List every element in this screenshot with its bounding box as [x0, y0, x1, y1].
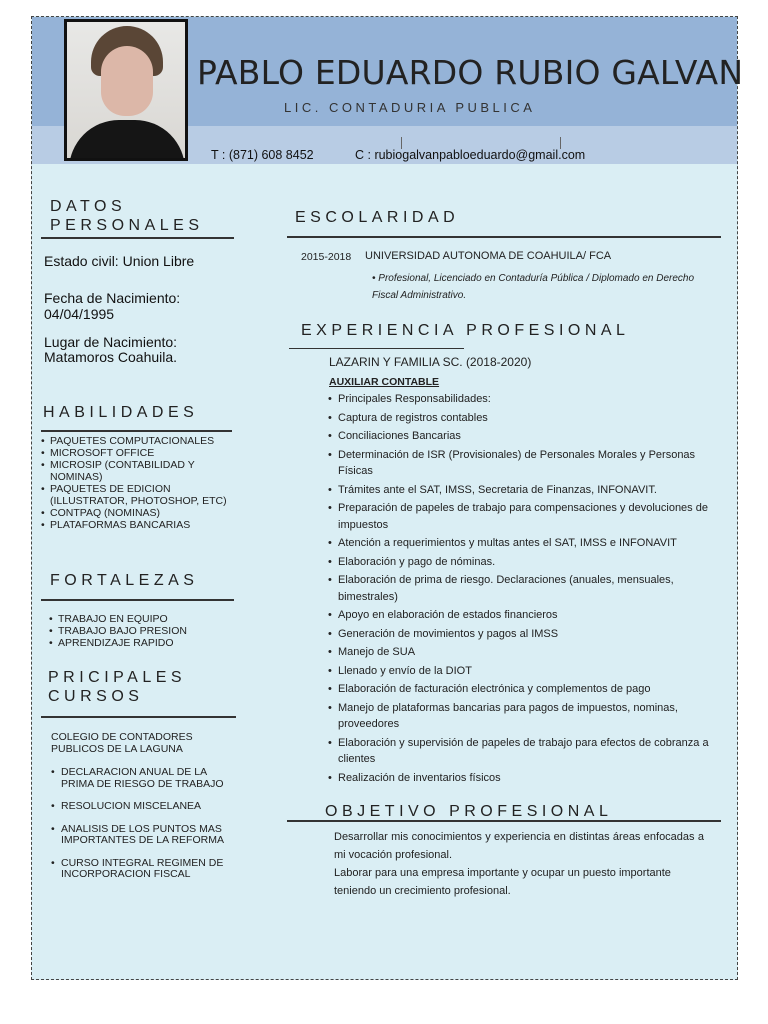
list-item: • Trámites ante el SAT, IMSS, Secretaria de Finanzas, INFONAVIT. [328, 482, 720, 499]
strengths-list [49, 613, 239, 649]
birth-label: Fecha de Nacimiento: [44, 290, 181, 306]
list-item: • RESOLUCION MISCELANEA [51, 801, 241, 813]
list-item: • Elaboración y pago de nóminas. [328, 554, 720, 571]
section-rule [41, 237, 234, 239]
phone-text: T : (871) 608 8452 [211, 148, 314, 162]
list-item: • Atención a requerimientos y multas antes el SAT, IMSS e INFONAVIT [328, 535, 720, 552]
list-item: • Conciliaciones Bancarias [328, 428, 720, 445]
list-item: • Captura de registros contables [328, 410, 720, 427]
list-item: • TRABAJO EN EQUIPO [49, 613, 239, 625]
objective-heading: OBJETIVO PROFESIONAL [325, 803, 613, 820]
list-item: • Elaboración de facturación electrónica y complementos de pago [328, 681, 720, 698]
school-name: UNIVERSIDAD AUTONOMA DE COAHUILA/ FCA [365, 250, 612, 262]
profession-title: LIC. CONTADURIA PUBLICA [284, 100, 536, 115]
strengths-heading: FORTALEZAS [50, 572, 199, 589]
list-item: • PAQUETES COMPUTACIONALES [41, 435, 236, 447]
email-text: C : rubiogalvanpabloeduardo@gmail.com [355, 148, 586, 162]
responsibilities-list [328, 391, 720, 788]
list-item: • CONTPAQ (NOMINAS) [41, 507, 236, 519]
skills-list [41, 435, 236, 531]
list-item: • ANALISIS DE LOS PUNTOS MAS IMPORTANTES DE LA REFORMA [51, 824, 241, 847]
list-item: • Preparación de papeles de trabajo para compensaciones y devoluciones de impuestos [328, 500, 720, 533]
list-item: • PLATAFORMAS BANCARIAS [41, 519, 236, 531]
list-item: • Elaboración de prima de riesgo. Declaraciones (anuales, mensuales, bimestrales) [328, 572, 720, 605]
personal-heading: DATOS PERSONALES [50, 198, 204, 234]
section-rule [41, 716, 236, 718]
list-item: • MICROSOFT OFFICE [41, 447, 236, 459]
civil-status: Estado civil: Union Libre [44, 253, 195, 269]
education-heading: ESCOLARIDAD [295, 209, 460, 226]
courses-heading: PRICIPALES CURSOS [48, 669, 187, 705]
list-item: • Determinación de ISR (Provisionales) de Personales Morales y Personas Físicas [328, 447, 720, 480]
birthplace: Matamoros Coahuila. [44, 349, 178, 365]
profile-photo [64, 19, 188, 161]
list-item: • Generación de movimientos y pagos al IMSS [328, 626, 720, 643]
list-item: • PAQUETES DE EDICION (ILLUSTRATOR, PHOTOSHOP, ETC) [41, 483, 236, 507]
list-item: • Apoyo en elaboración de estados financieros [328, 607, 720, 624]
resume-page [31, 16, 744, 980]
education-detail: • Profesional, Licenciado en Contaduría Pública / Diplomado en Derecho Fiscal Administrativo. [372, 273, 695, 301]
section-rule [287, 820, 721, 822]
birth-date: 04/04/1995 [44, 306, 115, 322]
list-item: • Manejo de plataformas bancarias para pagos de impuestos, nominas, proveedores [328, 700, 720, 733]
education-years: 2015-2018 [301, 251, 352, 263]
list-item: • APRENDIZAJE RAPIDO [49, 637, 239, 649]
objective-text-1: Desarrollar mis conocimientos y experiencia en distintas áreas enfocadas a mi vocación profesional. [334, 831, 704, 861]
section-rule [289, 348, 464, 349]
list-item: • MICROSIP (CONTABILIDAD Y NOMINAS) [41, 459, 236, 483]
list-item: • Manejo de SUA [328, 644, 720, 661]
objective-text-2: Laborar para una empresa importante y ocupar un puesto importante teniendo un crecimiento profesional. [334, 867, 671, 897]
courses-intro: COLEGIO DE CONTADORES PUBLICOS DE LA LAGUNA [51, 731, 193, 755]
experience-heading: EXPERIENCIA PROFESIONAL [301, 322, 630, 339]
section-rule [41, 599, 234, 601]
company-name: LAZARIN Y FAMILIA SC. (2018-2020) [329, 355, 532, 369]
birthplace-label: Lugar de Nacimiento: [44, 334, 178, 350]
full-name: PABLO EDUARDO RUBIO GALVAN [197, 53, 744, 92]
job-role: AUXILIAR CONTABLE [329, 376, 440, 388]
skills-heading: HABILIDADES [43, 404, 199, 421]
list-item: • Llenado y envío de la DIOT [328, 663, 720, 680]
list-item: • Elaboración y supervisión de papeles de trabajo para efectos de cobranza a clientes [328, 735, 720, 768]
list-item: • Principales Responsabilidades: [328, 391, 720, 408]
list-item: • CURSO INTEGRAL REGIMEN DE INCORPORACION FISCAL [51, 858, 241, 881]
courses-list [51, 767, 241, 892]
list-item: • TRABAJO BAJO PRESION [49, 625, 239, 637]
section-rule [41, 430, 232, 432]
list-item: • Realización de inventarios físicos [328, 770, 720, 787]
list-item: • DECLARACION ANUAL DE LA PRIMA DE RIESGO DE TRABAJO [51, 767, 241, 790]
section-rule [287, 236, 721, 238]
